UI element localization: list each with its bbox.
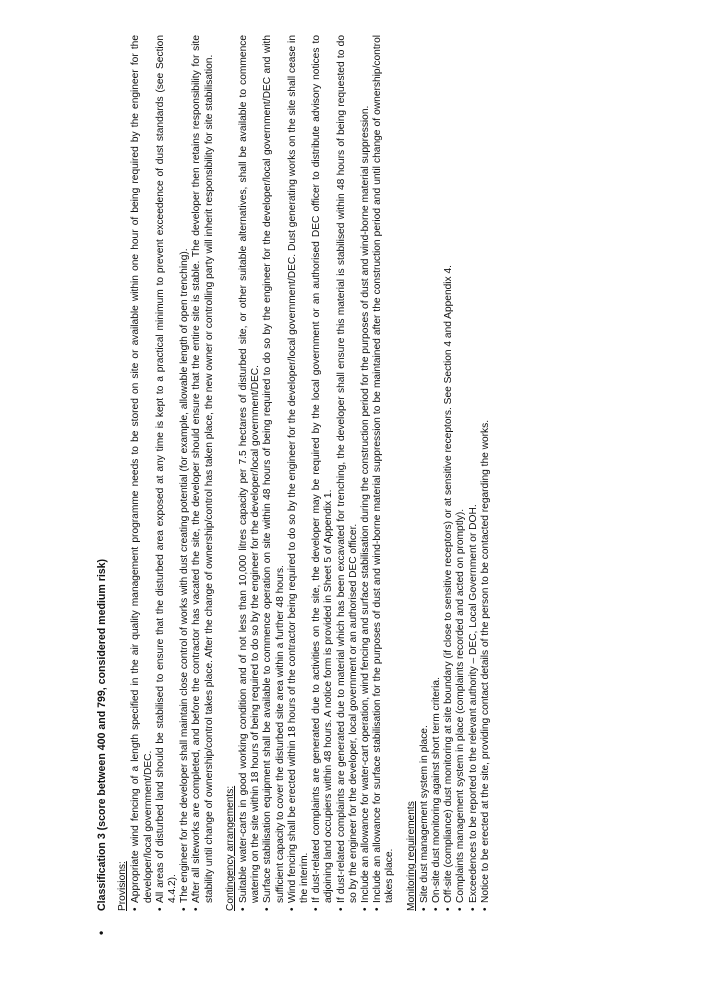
monitoring-item (443, 35, 455, 911)
list-marker: • (372, 907, 384, 911)
contingency-text: If dust-related complaints are generated due to material which has been excavated for trenching, the developer shall ensure this material is stabilised within 48 hours of being requested to do so by the engineer for the developer, local government or an authorised DEC officer. (335, 35, 359, 903)
heading-text: Classification 3 (score between 400 and 799, considered medium risk) (96, 558, 108, 911)
monitoring-title: Monitoring requirements (405, 801, 417, 911)
list-marker: • (191, 907, 203, 911)
list-marker: • (238, 907, 250, 911)
contingency-item (238, 35, 262, 911)
list-marker: • (311, 907, 323, 911)
monitoring-text: On-site dust monitoring against short term criteria. (431, 677, 443, 903)
monitoring-text: Off-site (compliance) dust monitoring at site boundary (if close to sensitive receptors) or at sensitive receptors. See Section 4 and Appendix 4. (443, 265, 455, 903)
monitoring-item (455, 35, 467, 911)
contingency-text: Include an allowance for water-cart operation, wind fencing and surface stabilisation during the construction period for the purposes of dust and wind-borne material suppression. (360, 105, 372, 903)
list-marker: • (467, 907, 479, 911)
list-marker: • (335, 907, 347, 911)
contingency-text: Suitable water-carts in good working condition and of not less than 10,000 litres capacity per 7.5 hectares of disturbed site, or other suitable alternatives, shall be available to commence watering on the site within 18 hours of being required to do so by the engineer for the developer/local government/DEC. (238, 35, 262, 903)
contingency-text: Wind fencing shall be erected within 18 hours of the contractor being required to do so by the engineer for the developer/local government/DEC. Dust generating works on the site shall cease in the interim. (286, 35, 311, 903)
list-marker: • (286, 907, 298, 911)
provision-text: All areas of disturbed land should be stabilised to ensure that the disturbed area exposed at any time is kept to a practical minimum to prevent exceedence of dust standards (see Section 4.4.2). (154, 35, 179, 903)
provision-text: Appropriate wind fencing of a length specified in the air quality management programme needs to be stored on site or available within one hour of being required by the engineer for the developer/local government/DEC. (130, 35, 154, 903)
list-marker: • (431, 907, 443, 911)
monitoring-item (480, 35, 492, 911)
heading-bullet: • (94, 930, 108, 935)
list-marker: • (443, 907, 455, 911)
contingency-item (372, 35, 396, 911)
rotated-content (95, 35, 492, 935)
monitoring-item (468, 35, 480, 911)
list-marker: • (455, 907, 467, 911)
provisions-section (117, 35, 216, 911)
provision-item (155, 35, 179, 911)
contingency-item (360, 35, 372, 911)
provision-item (191, 35, 215, 911)
contingency-item (262, 35, 286, 911)
list-marker: • (479, 907, 491, 911)
monitoring-text: Complaints management system in place (complaints recorded and acted on promptly). (455, 508, 467, 903)
contingency-title: Contingency arrangements: (224, 785, 236, 911)
contingency-item (336, 35, 360, 911)
provision-item (179, 35, 191, 911)
monitoring-item (431, 35, 443, 911)
contingency-text: If dust-related complaints are generated due to activities on the site, the developer may be required by the local government or an authorised DEC officer to distribute advisory notices to adjoining land occupiers within 48 hours. A notice form is provided in Sheet 5 of Appendix 1. (311, 35, 335, 903)
monitoring-text: Site dust management system in place. (418, 725, 430, 903)
list-marker: • (130, 907, 142, 911)
classification-heading (95, 35, 108, 935)
list-marker: • (262, 907, 274, 911)
provision-text: The engineer for the developer shall maintain close control of works with dust creating potential (for example, allowable length of open trenching). (179, 248, 191, 903)
contingency-section (225, 35, 397, 911)
provisions-title: Provisions: (117, 861, 129, 911)
contingency-item (311, 35, 335, 911)
list-marker: • (179, 907, 191, 911)
contingency-text: Include an allowance for surface stabilisation for the purposes of dust and wind-borne material suppression to be maintained after the construction period and until change of ownership/control takes place. (372, 35, 396, 903)
provision-item (130, 35, 154, 911)
contingency-item (287, 35, 311, 911)
contingency-text: Surface stabilisation equipment shall be available to commence operation on site within 48 hours of being required to do so by the engineer for the developer/local government/DEC and with sufficient capacity to cover the disturbed site area within a further 48 hours. (262, 35, 286, 903)
monitoring-item (419, 35, 431, 911)
list-marker: • (418, 907, 430, 911)
monitoring-section (406, 35, 492, 911)
monitoring-text: Exceedences to be reported to the relevant authority – DEC, Local Government or DOH. (467, 504, 479, 903)
list-marker: • (154, 907, 166, 911)
list-marker: • (360, 907, 372, 911)
provision-text: After all siteworks are completed, and before the contractor has vacated the site, the developer should ensure that the entire site is stable. The developer then retains responsibility for site stability until change of ownership/control takes place. After the change of ownership/control has taken place, the new owner or controlling party will inherit responsibility for site stabilisation. (191, 35, 215, 903)
monitoring-text: Notice to be erected at the site, providing contact details of the person to be contacted regarding the works. (479, 419, 491, 903)
